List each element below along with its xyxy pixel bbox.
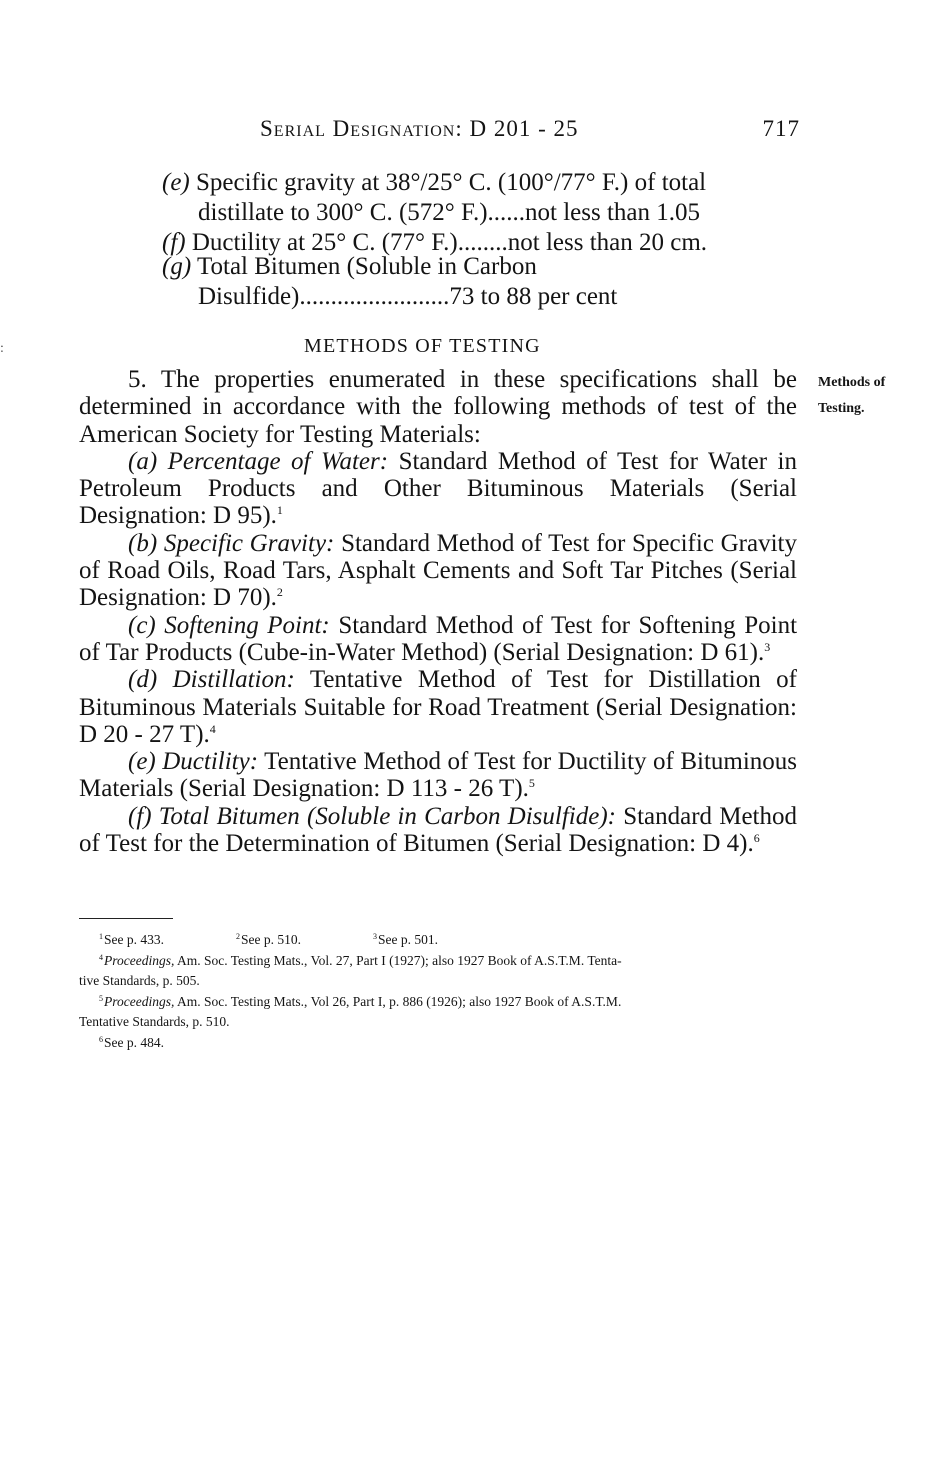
method-d — [79, 666, 797, 748]
footnote-line-1 — [79, 930, 797, 951]
footnote-4-num: 4 — [99, 952, 103, 962]
method-b-letter: (b) — [128, 529, 158, 557]
requirement-e — [162, 168, 802, 228]
footnote-2-num: 2 — [236, 932, 240, 941]
method-c-ref: 3 — [764, 639, 771, 654]
method-c — [79, 612, 797, 667]
footnote-4 — [79, 951, 797, 972]
method-a — [79, 448, 797, 530]
page-number: 717 — [762, 116, 800, 141]
requirement-e-line1: Specific gravity at 38°/25° C. (100°/77° F.) of total — [196, 169, 707, 196]
method-a-letter: (a) — [128, 447, 158, 475]
method-b-title: Specific Gravity: — [163, 529, 335, 557]
footnote-5 — [79, 992, 797, 1013]
method-c-letter: (c) — [128, 611, 156, 639]
requirement-g-line2: Disulfide)........................73 to 88 per cent — [198, 283, 618, 310]
method-b-text: Standard Method of Test for Specific Gravity of Road Oils, Road Tars, Asphalt Cements and Soft Tar Pitches (Serial Designation: D 70). — [79, 529, 797, 612]
footnote-1-num: 1 — [99, 932, 103, 941]
method-f — [79, 803, 797, 858]
margin-note: Methods of Testing. — [818, 375, 886, 416]
footnote-3-text: See p. 501. — [378, 932, 438, 947]
method-d-title: Distillation: — [172, 666, 295, 694]
method-e-text: Tentative Method of Test for Ductility of Bituminous Materials (Serial Designation: D 113 - 26 T). — [79, 748, 798, 803]
method-e-ref: 5 — [528, 776, 535, 791]
serial-label: Serial Designation: — [260, 116, 463, 141]
body-text — [79, 366, 797, 857]
footnote-6-num: 6 — [99, 1034, 103, 1044]
method-c-title: Softening Point: — [164, 611, 330, 639]
method-f-text: Standard Method of Test for the Determination of Bitumen (Serial Designation: D 4). — [79, 802, 798, 858]
footnotes — [79, 930, 797, 1053]
footnote-5-line1: Am. Soc. Testing Mats., Vol 26, Part I, p. 886 (1926); also 1927 Book of A.S.T.M. — [177, 993, 622, 1009]
method-e-letter: (e) — [128, 748, 156, 776]
footnote-4-line2: tive Standards, p. 505. — [79, 973, 200, 988]
requirement-g-line1: Total Bitumen (Soluble in Carbon — [196, 253, 537, 280]
footnote-4-italic: Proceedings, — [104, 952, 175, 968]
method-d-text: Tentative Method of Test for Distillation of Bituminous Materials Suitable for Road Treatment (Serial Designation: D 20 - 27 T). — [79, 666, 797, 748]
footnote-6 — [79, 1033, 797, 1054]
method-e-title: Ductility: — [162, 748, 259, 776]
method-b — [79, 530, 797, 612]
serial-designation: D 201 - 25 — [469, 116, 579, 141]
requirement-f-line1: Ductility at 25° C. (77° F.)........not less than 20 cm. — [191, 229, 708, 256]
footnote-2-text: See p. 510. — [241, 932, 301, 947]
footnote-rule — [79, 918, 173, 919]
requirement-e-line2: distillate to 300° C. (572° F.)......not less than 1.05 — [198, 199, 701, 226]
method-d-letter: (d) — [128, 666, 158, 694]
method-f-ref: 6 — [753, 831, 760, 846]
method-c-text: Standard Method of Test for Softening Point of Tar Products (Cube-in-Water Method) (Serial Designation: D 61). — [79, 611, 798, 666]
footnote-5-line2: Tentative Standards, p. 510. — [79, 1014, 230, 1029]
method-a-ref: 1 — [276, 503, 283, 518]
footnote-5-num: 5 — [99, 993, 103, 1003]
requirement-g-letter: (g) — [162, 253, 192, 280]
requirement-f-letter: (f) — [162, 229, 186, 256]
footnote-1-text: See p. 433. — [104, 932, 164, 947]
requirement-g — [162, 252, 802, 312]
method-d-ref: 4 — [209, 721, 216, 736]
intro-paragraph: 5. The properties enumerated in these specifications shall be determined in accordance with the following methods of test of the American Society for Testing Materials: — [79, 366, 797, 448]
method-a-text: Standard Method of Test for Water in Petroleum Products and Other Bituminous Materials (Serial Designation: D 95). — [79, 447, 797, 530]
running-header — [260, 114, 800, 144]
method-f-title: Total Bitumen (Soluble in Carbon Disulfide): — [158, 802, 616, 830]
footnote-3-num: 3 — [373, 932, 377, 941]
requirement-e-letter: (e) — [162, 169, 190, 196]
method-f-letter: (f) — [128, 802, 152, 830]
footnote-6-text: See p. 484. — [104, 1034, 164, 1050]
method-a-title: Percentage of Water: — [167, 447, 389, 475]
footnote-4-line1: Am. Soc. Testing Mats., Vol. 27, Part I (1927); also 1927 Book of A.S.T.M. Tenta- — [177, 952, 622, 968]
section-heading: METHODS OF TESTING — [304, 335, 541, 357]
scan-mark: : — [0, 341, 4, 356]
footnote-5-italic: Proceedings, — [104, 993, 175, 1009]
method-b-ref: 2 — [276, 585, 283, 600]
method-e — [79, 748, 797, 803]
